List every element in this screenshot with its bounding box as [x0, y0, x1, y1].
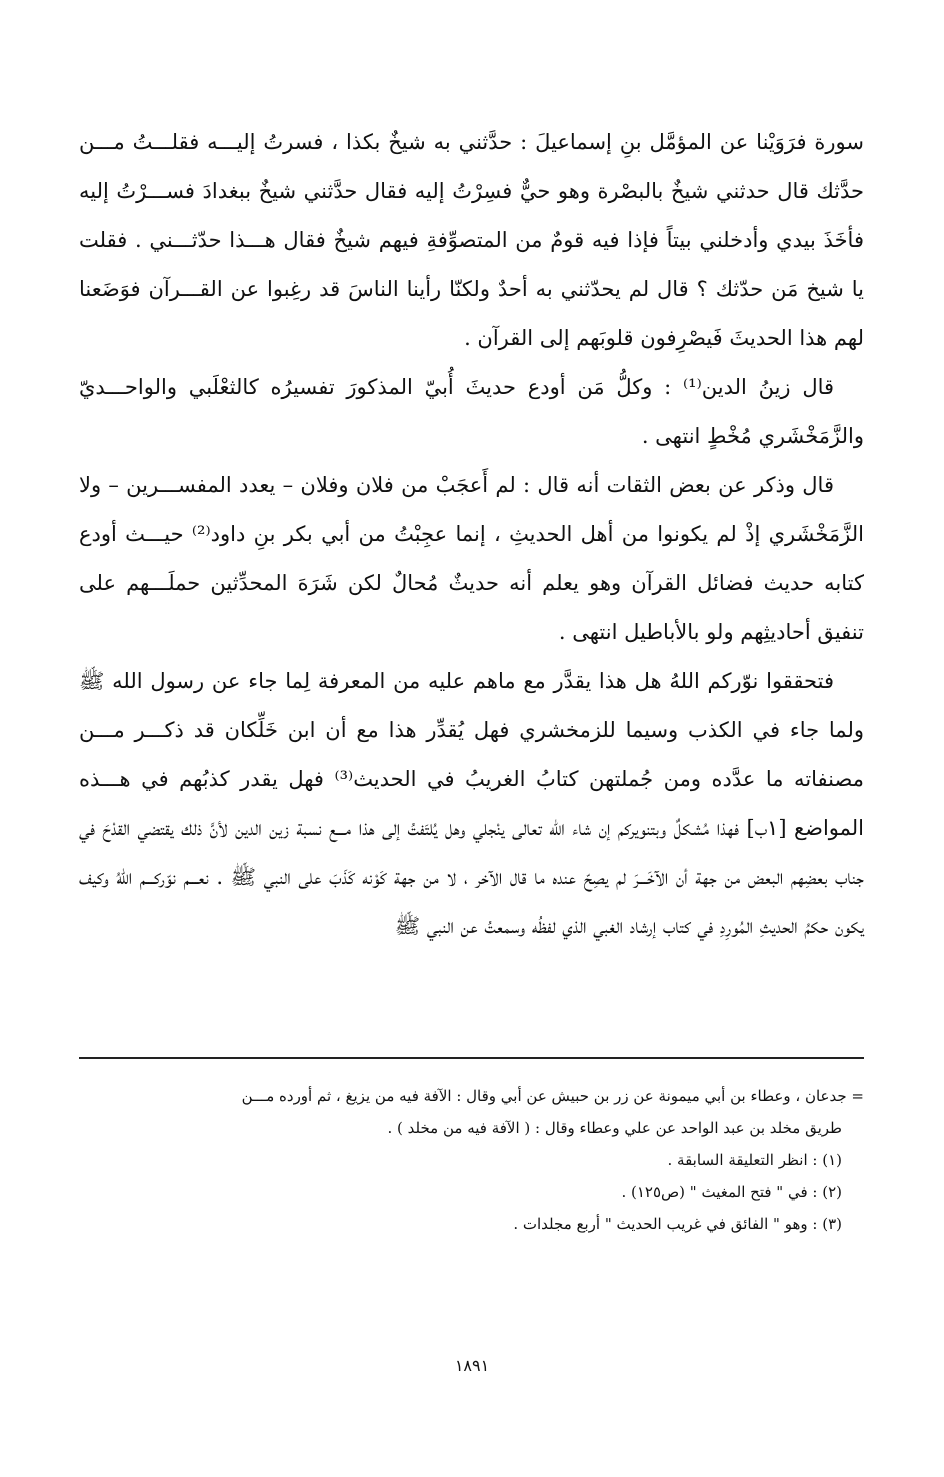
paragraph-1: سورة فرَوَيْنا عن المؤمَّل بنِ إسماعيلَ : حدَّثني به شيخٌ بكذا ، فسرتُ إليـــه فقلـــتُ مـــن حدَّثك قال حدثني شيخٌ بالبصْرة وهو حيٌّ فسِرْتُ إليه فقال حدَّثني شيخٌ ببغدادَ فســـرْتُ إليه فأخَذَ بيدي وأدخلني بيتاً فإذا فيه قومٌ من المتصوِّفةِ فيهم شيخٌ فقال هـــذا حدّثـــني . فقلت يا شيخ مَن حدّثك ؟ قال لم يحدّثني به أحدٌ ولكنّا رأينا الناسَ قد رغِبوا عن القـــرآن فوَضَعنا لهم هذا الحديثَ فَيصْرِفون قلوبَهم إلى القرآن .: [79, 130, 864, 350]
paragraph-3: قال وذكر عن بعض الثقات أنه قال : لم أَعجَبْ من فلان وفلان – يعدد المفســـرين – ولا الزَّمَخْشَري إذْ لم يكونوا من أهل الحديثِ ، إنما عجِبْتُ من أبي بكر بنِ داود⁽²⁾ حيـــث أودع كتابه حديث فضائل القرآن وهو يعلم أنه حديثٌ مُحالٌ لكن شَرَهَ المحدِّثين حملَـــهم على تنفيق أحاديثِهم ولو بالأباطيل انتهى .: [79, 473, 864, 644]
footnote-1: (١) : انظر التعليقة السابقة .: [667, 1151, 842, 1169]
footnote-continuation-line-1: = جدعان ، وعطاء بن أبي ميمونة عن زر بن حبيش عن أبي وقال : الآفة فيه من يزيغ ، ثم أورده مـــن: [241, 1087, 864, 1105]
page-number: ١٨٩١: [454, 1356, 490, 1375]
footnote-3: (٣) : وهو " الفائق في غريب الحديث " أربع مجلدات .: [513, 1215, 842, 1233]
footnotes-section: [79, 1080, 864, 1240]
footnote-2: (٢) : في " فتح المغيث " (ص١٢٥) .: [621, 1183, 842, 1201]
paragraph-2: قال زينُ الدين⁽¹⁾ : وكلُّ مَن أودع حديثَ أُبيّ المذكورَ تفسيرُه كالثعْلَبي والواحـــديّ والزَّمَخْشَري مُخْطٍ انتهى .: [79, 375, 864, 448]
main-text-body: [79, 118, 864, 951]
footnote-divider: [79, 1057, 864, 1059]
paragraph-4: فتحققوا نوّركم اللهُ هل هذا يقدَّر مع ماهم عليه من المعرفة لِما جاء عن رسول الله ﷺ ولما جاء في الكذب وسيما للزمخشري فهل يُقدِّر هذا مع أن ابن خَلِّكان قد ذكـــر مـــن مصنفاته ما عدَّده ومن جُملتهن كتابُ الغريبُ في الحديث⁽³⁾ فهل يقدر كذبُهم في هـــذه المواضع [١ب] فهذا مُشكلٌ وبتنويركم إن شاء الله تعالى ينْجلي وهل يُلتَفتُ إلى هذا مـــع نسبة زين الدين لأنَّ ذلك يقتضي القدْحَ في جناب بعضِهم البعض من جهة أن الآخَـــرَ لم يصِحّ عنده ما قال الآخر ، لا من جهة كَوْنه كَذَبَ على النبي ﷺ . نعـــم نوّركـــم اللهُ وكيف يكون حكمُ الحديثِ المُورِدِ في كتاب إرشاد الغبي الذي لفظُه وسمعتُ عن النبي ﷺ: [79, 669, 865, 938]
footnote-continuation-line-2: طريق مخلد بن عبد الواحد عن علي وعطاء وقال : ( الآفة فيه من مخلد ) .: [387, 1119, 842, 1137]
